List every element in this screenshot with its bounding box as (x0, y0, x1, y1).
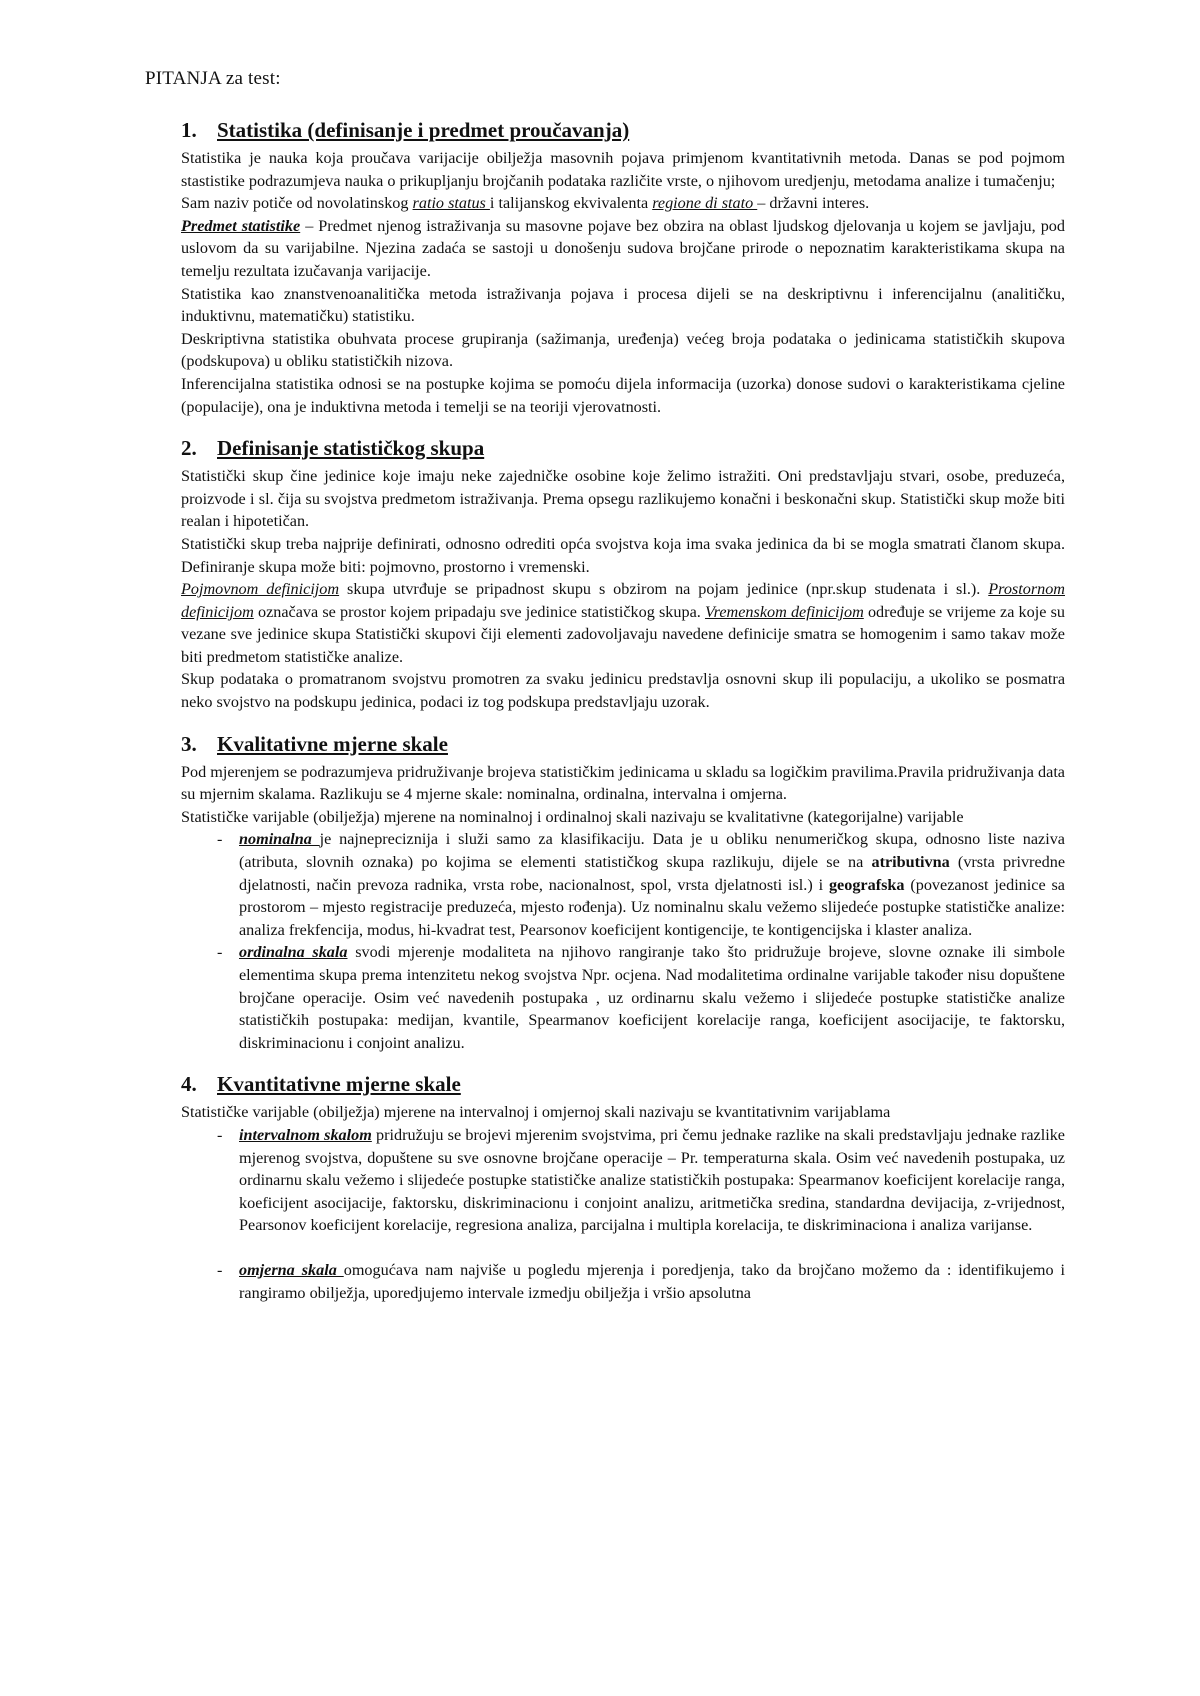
term-geografska: geografska (828, 875, 905, 894)
term-vremenskom-definicijom: Vremenskom definicijom (704, 602, 864, 621)
document-title: PITANJA za test: (145, 68, 281, 89)
term-omjerna-skala: omjerna skala (239, 1260, 344, 1279)
paragraph: Statističke varijable (obilježja) mjerene na intervalnoj i omjernoj skali nazivaju se kvantitativnim varijablama (181, 1103, 891, 1122)
text-run: je najnepreciznija i služi samo za klasifikaciju. Data je u obliku nenumeričkog skupa, odnosno liste naziva (atributa, slovnih oznaka) po kojima se elementi statističkog skupa razlikuju, dijele se na (239, 830, 1065, 872)
text-run: i talijanskog ekvivalenta (489, 194, 653, 213)
section-title: Definisanje statističkog skupa (217, 436, 485, 461)
paragraph (181, 578, 1065, 668)
paragraph: Statistički skup treba najprije definirati, odnosno odrediti opća svojstva koja ima svaka jedinica da bi se mogla smatrati članom skupa. Definiranje skupa može biti: pojmovno, prostorno i vremenski. (181, 534, 1065, 576)
section-heading (181, 118, 1065, 143)
text-run: (vrsta privredne djelatnosti, način prevoza radnika, vrsta robe, nacionalnost, spol, vrsta djelatnosti isl.) i (239, 853, 1066, 894)
text-run: pridružuju se brojevi mjerenim svojstvima, pri čemu jednake razlike na skali predstavljaju jednake razlike mjerenog svojstva, dopuštene su sve osnovne brojčane operacije – Pr. temperaturna skala. Osim već navedenih postupaka, uz ordinarnu skalu vežemo i slijedeće postupke statističke analize statističkih postupaka: Spearmanov koeficijent korelacije ranga, koeficijent asocijacije, faktorsku, diskriminacionu i conjoint analizu, aritmetička sredina, standardna devijacija, z-vrijednost, Pearsonov koeficijent korelacije, regresiona analiza, parcijalna i multipla korelacija, te diskriminaciona i analiza varijanse. (239, 1125, 1065, 1235)
dash-bullet: - (217, 1260, 223, 1279)
paragraph: Statistika kao znanstvenoanalitička metoda istraživanja pojava i procesa dijeli se na deskriptivnu i inferencijalnu (analitičku, induktivnu, matematičku) statistiku. (181, 284, 1065, 326)
text-run: Sam naziv potiče od novolatinskog (181, 194, 413, 213)
text-run: (povezanost jedinice sa prostorom – mjesto registracije preduzeća, mjesto rođenja). Uz nominalnu skalu vežemo slijedeće postupke statističke analize: analiza frekfencija, modus, hi-kvadrat test, Pearsonov koeficijent kontigencije, te kontigencijska i klaster analiza. (239, 875, 1065, 939)
text-run: označava se prostor kojem pripadaju sve jedinice statističkog skupa. (253, 602, 705, 621)
paragraph: Statistički skup čine jedinice koje imaju neke zajedničke osobine koje želimo istražiti. Oni predstavljaju stvari, osobe, preduzeća, proizvode i sl. čija su svojstva predmetom istraživanja. Prema opsegu razlikujemo konačni i beskonačni skup. Statistički skup može biti realan i hipotetičan. (181, 467, 1065, 531)
section-title: Kvalitativne mjerne skale (217, 731, 448, 756)
paragraph (181, 192, 1065, 215)
paragraph: Statistika je nauka koja proučava varijacije obilježja masovnih pojava primjenom kvantitativnih metoda. Danas se pod pojmom stastistike podrazumjeva nauka o prikupljanju brojčanih podataka različite vrste, o njihovom uredjenju, metodama analize i tumačenju; (181, 149, 1065, 190)
section-1 (145, 118, 1065, 418)
section-number: 4. (181, 1072, 197, 1097)
text-run: skupa utvrđuje se pripadnost skupu s obzirom na pojam jedinice (npr.skup studenata i sl.). (339, 580, 989, 599)
text-run: – državni interes. (757, 194, 870, 213)
paragraph: Deskriptivna statistika obuhvata procese grupiranja (sažimanja, uređenja) većeg broja podataka o jedinicama statističkih skupova (podskupova) u obliku statističkih nizova. (181, 329, 1065, 371)
term-predmet-statistike: Predmet statistike (181, 216, 301, 235)
term-intervalnom-skalom: intervalnom skalom (239, 1125, 372, 1144)
section-heading (181, 732, 1065, 757)
text-run: određuje se vrijeme za koje su vezane sve jedinice skupa Statistički skupovi čiji elementi zadovoljavaju navedene definicije smatra se homogenim i samo takav može biti predmetom statističke analize. (181, 602, 1065, 666)
section-heading (181, 1072, 1065, 1097)
section-number: 3. (181, 731, 197, 756)
paragraph (181, 215, 1065, 283)
list-item (217, 1259, 1065, 1304)
text-run: omogućava nam najviše u pogledu mjerenja i poredjenja, tako da brojčano možemo da : identifikujemo i rangiramo obilježja, uporedjujemo intervale izmedju obilježja i vršio apsolutna (239, 1260, 1066, 1302)
document-page (145, 68, 1065, 1322)
term-pojmovnom-definicijom: Pojmovnom definicijom (181, 580, 340, 599)
paragraph: Pod mjerenjem se podrazumjeva pridruživanje brojeva statističkim jedinicama u skladu sa logičkim pravilima.Pravila pridruživanja data su mjernim skalama. Razlikuju se 4 mjerne skale: nominalna, ordinalna, intervalna i omjerna. (181, 762, 1065, 804)
section-4 (145, 1072, 1065, 1304)
section-title: Statistika (definisanje i predmet proučavanja) (217, 118, 630, 142)
term-nominalna: nominalna (239, 830, 320, 849)
paragraph: Statističke varijable (obilježja) mjerene na nominalnoj i ordinalnoj skali nazivaju se kvalitativne (kategorijalne) varijable (181, 807, 964, 826)
section-number: 2. (181, 436, 197, 461)
bullet-list (217, 1124, 1065, 1304)
text-run: – Predmet njenog istraživanja su masovne pojave bez obzira na oblast ljudskog djelovanja u kojem se javljaju, pod uslovom da su varijabilne. Njezina zadaća se sastoji u donošenju sudova brojčane prirode o nepoznatim karakteristikama skupa na temelju rezultata izučavanja varijacije. (181, 216, 1065, 280)
section-title: Kvantitativne mjerne skale (217, 1072, 461, 1097)
term-atributivna: atributivna (871, 853, 950, 872)
term-prostornom-definicijom: Prostornom definicijom (181, 580, 1065, 621)
list-item (217, 941, 1065, 1054)
section-3 (145, 732, 1065, 1055)
paragraph: Skup podataka o promatranom svojstvu promotren za svaku jedinicu predstavlja osnovni skup ili populaciju, a ukoliko se posmatra neko svojstvo na podskupu jedinica, podaci iz tog podskupa predstavljaju uzorak. (181, 670, 1065, 712)
section-2 (145, 436, 1065, 714)
section-number: 1. (181, 118, 197, 142)
dash-bullet: - (217, 1125, 223, 1144)
term-ratio-status: ratio status (412, 194, 490, 213)
section-heading (181, 436, 1065, 461)
term-regione-di-stato: regione di stato (652, 194, 758, 213)
paragraph: Inferencijalna statistika odnosi se na postupke kojima se pomoću dijela informacija (uzorka) donose sudovi o karakteristikama cjeline (populacije), ona je induktivna metoda i temelji se na teoriji vjerovatnosti. (181, 374, 1065, 416)
dash-bullet: - (217, 830, 223, 849)
term-ordinalna-skala: ordinalna skala (239, 943, 348, 962)
list-item (217, 828, 1065, 941)
list-item (217, 1124, 1065, 1237)
dash-bullet: - (217, 943, 223, 962)
text-run: svodi mjerenje modaliteta na njihovo rangiranje tako što pridružuje brojeve, slovne oznake ili simbole elementima skupa prema intenzitetu nekog svojstva Npr. ocjena. Nad modalitetima ordinalne varijable također nisu dopuštene brojčane operacije. Osim već navedenih postupaka , uz ordinarnu skalu vežemo i slijedeće postupke statističke analize statističkih postupaka: medijan, kvantile, Spearmanov koeficijent korelacije ranga, koeficijent asocijacije, te faktorsku, diskriminacionu i conjoint analizu. (239, 943, 1065, 1052)
bullet-list (217, 828, 1065, 1054)
